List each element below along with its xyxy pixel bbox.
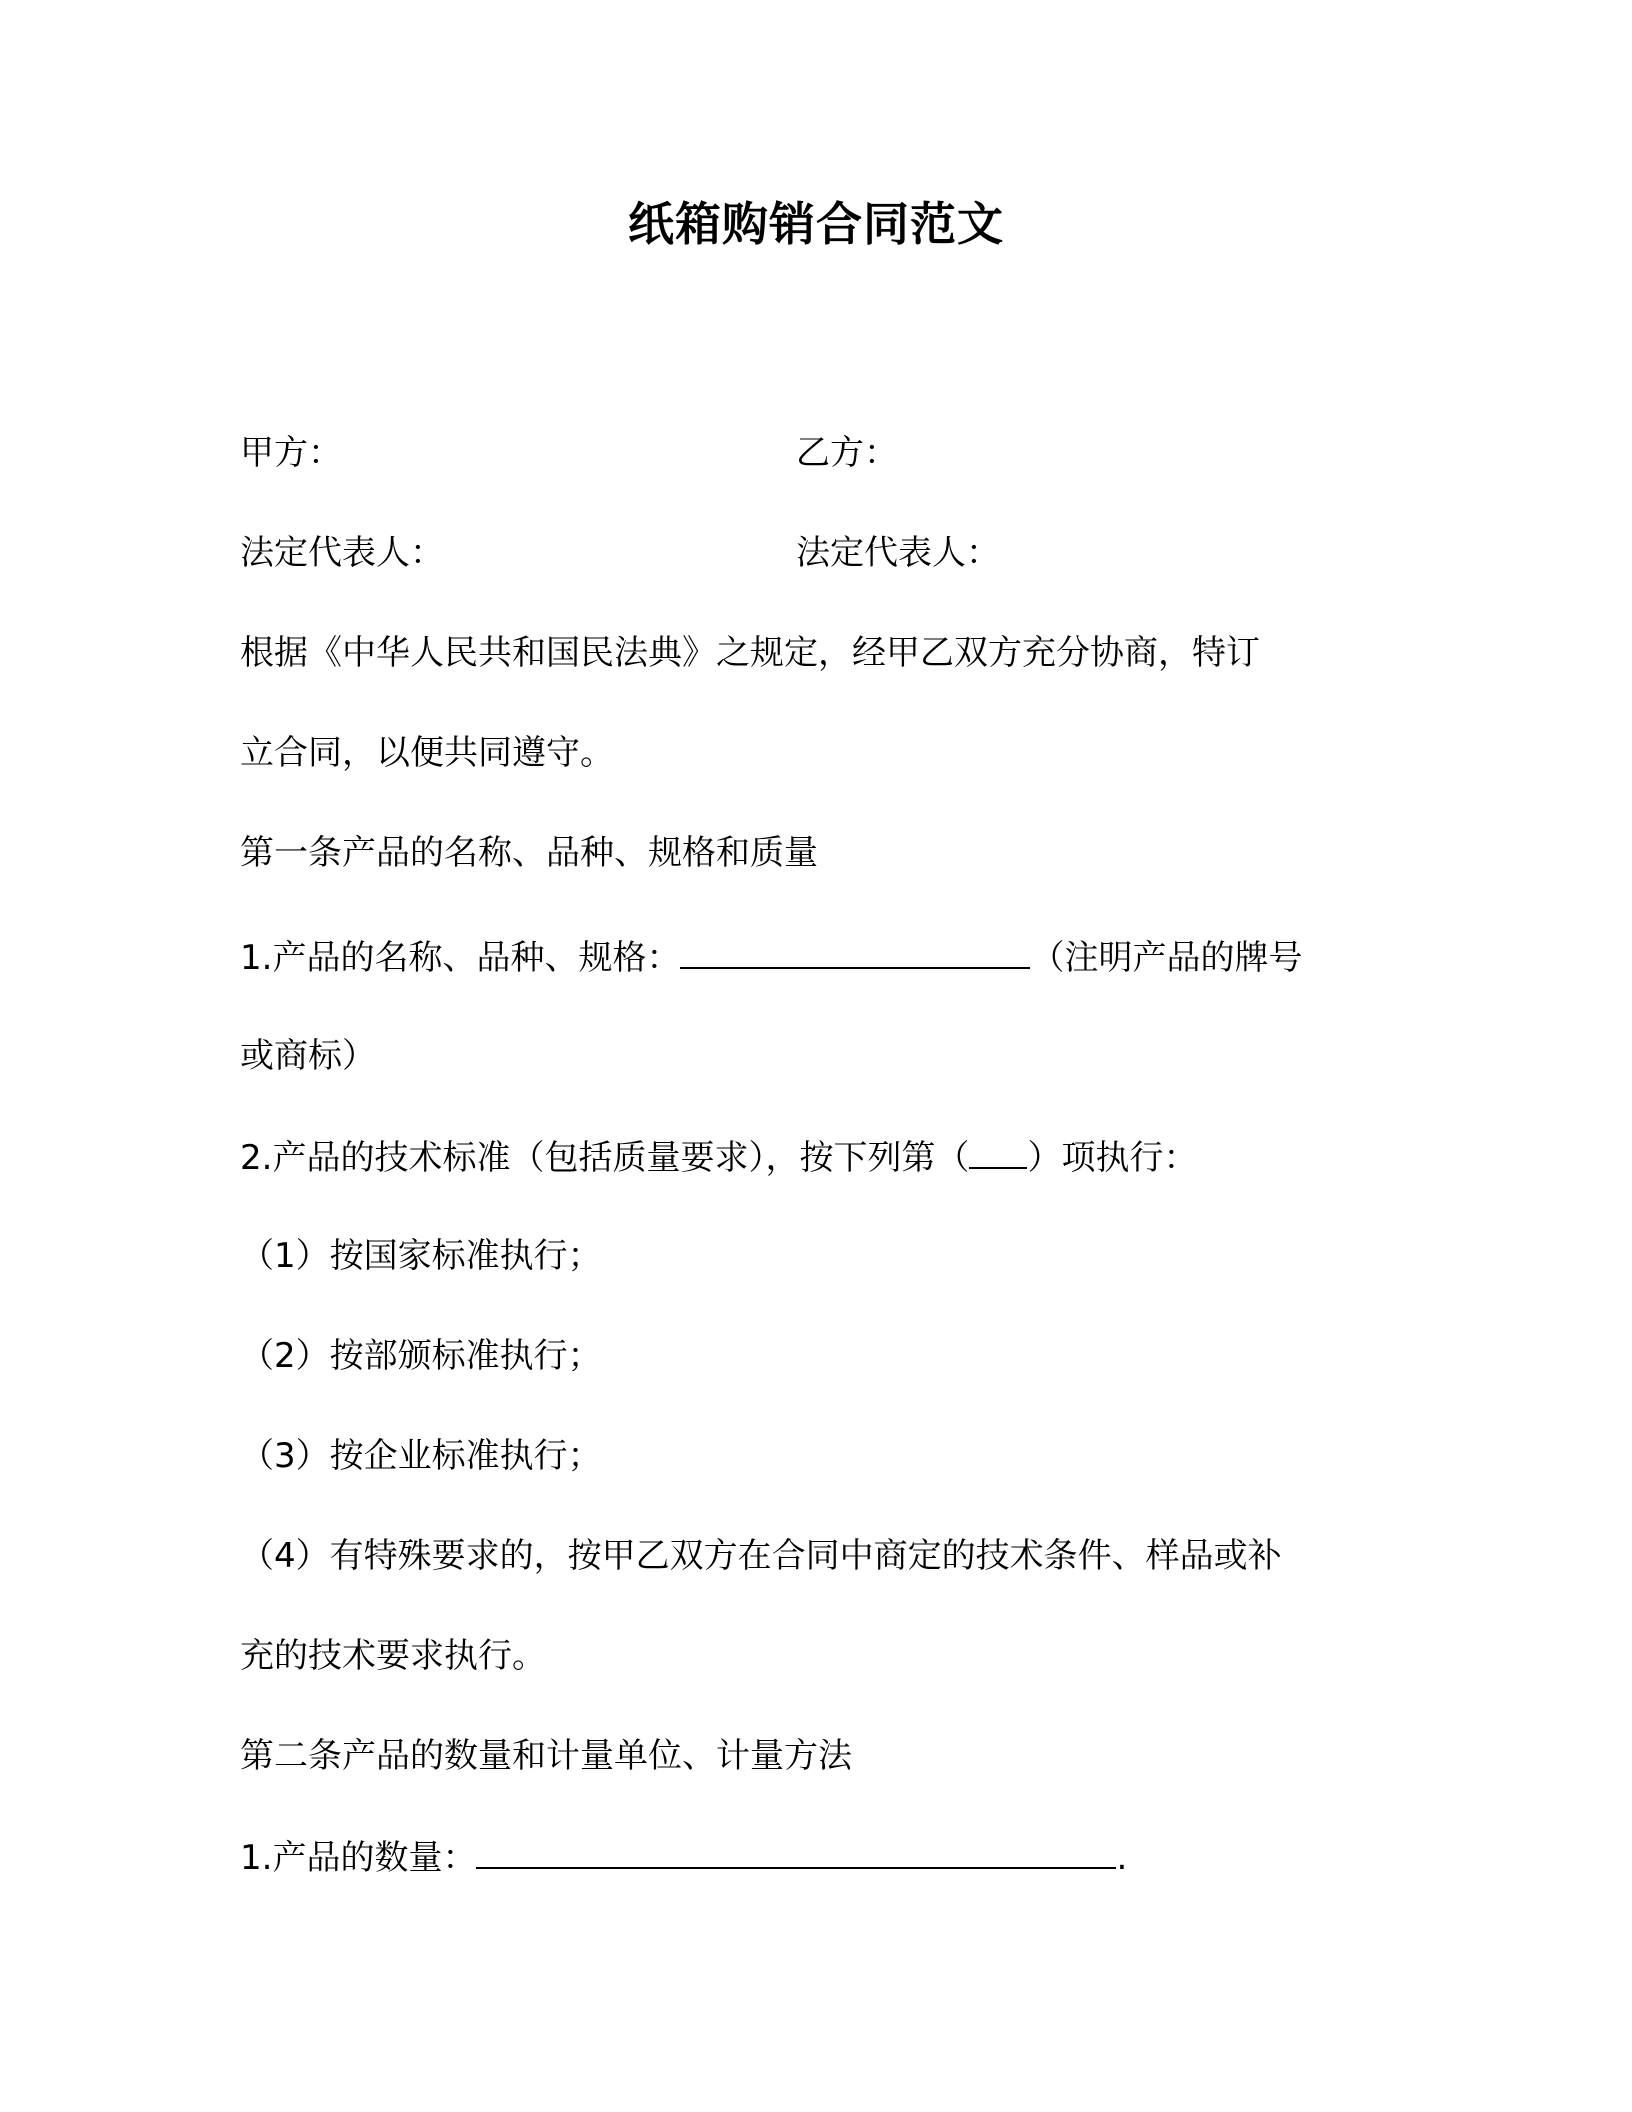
option-2: （2）按部颁标准执行； xyxy=(240,1336,602,1376)
article-2-heading: 第二条产品的数量和计量单位、计量方法 xyxy=(240,1736,852,1776)
article-1-heading: 第一条产品的名称、品种、规格和质量 xyxy=(240,833,818,873)
option-1: （1）按国家标准执行； xyxy=(240,1236,602,1276)
item-2-suffix: ）项执行： xyxy=(1027,1138,1198,1178)
party-a-label: 甲方： xyxy=(240,433,342,473)
intro-paragraph-line-1: 根据《中华人民共和国民法典》之规定，经甲乙双方充分协商，特订 xyxy=(240,633,1260,673)
intro-paragraph-line-2: 立合同，以便共同遵守。 xyxy=(240,733,614,773)
party-b-label: 乙方： xyxy=(796,433,898,473)
item-1-line xyxy=(240,930,1302,979)
option-4-line-1: （4）有特殊要求的，按甲乙双方在合同中商定的技术条件、样品或补 xyxy=(240,1536,1282,1576)
item-2-line xyxy=(240,1130,1197,1179)
standard-choice-blank xyxy=(969,1137,1027,1169)
quantity-prefix: 1.产品的数量： xyxy=(240,1838,477,1878)
option-3: （3）按企业标准执行； xyxy=(240,1436,602,1476)
product-name-blank xyxy=(680,937,1030,969)
item-2-prefix: 2.产品的技术标准（包括质量要求），按下列第（ xyxy=(240,1138,970,1178)
item-1-suffix: （注明产品的牌号 xyxy=(1030,938,1303,978)
party-a-representative-label: 法定代表人： xyxy=(240,533,444,573)
party-b-representative-label: 法定代表人： xyxy=(796,533,1000,573)
item-1-prefix: 1.产品的名称、品种、规格： xyxy=(240,938,681,978)
document-title: 纸箱购销合同范文 xyxy=(628,197,1004,251)
item-1-line-2: 或商标） xyxy=(240,1036,376,1076)
quantity-blank xyxy=(476,1837,1116,1869)
quantity-line xyxy=(240,1830,1127,1879)
quantity-suffix: . xyxy=(1116,1838,1128,1878)
option-4-line-2: 充的技术要求执行。 xyxy=(240,1636,546,1676)
